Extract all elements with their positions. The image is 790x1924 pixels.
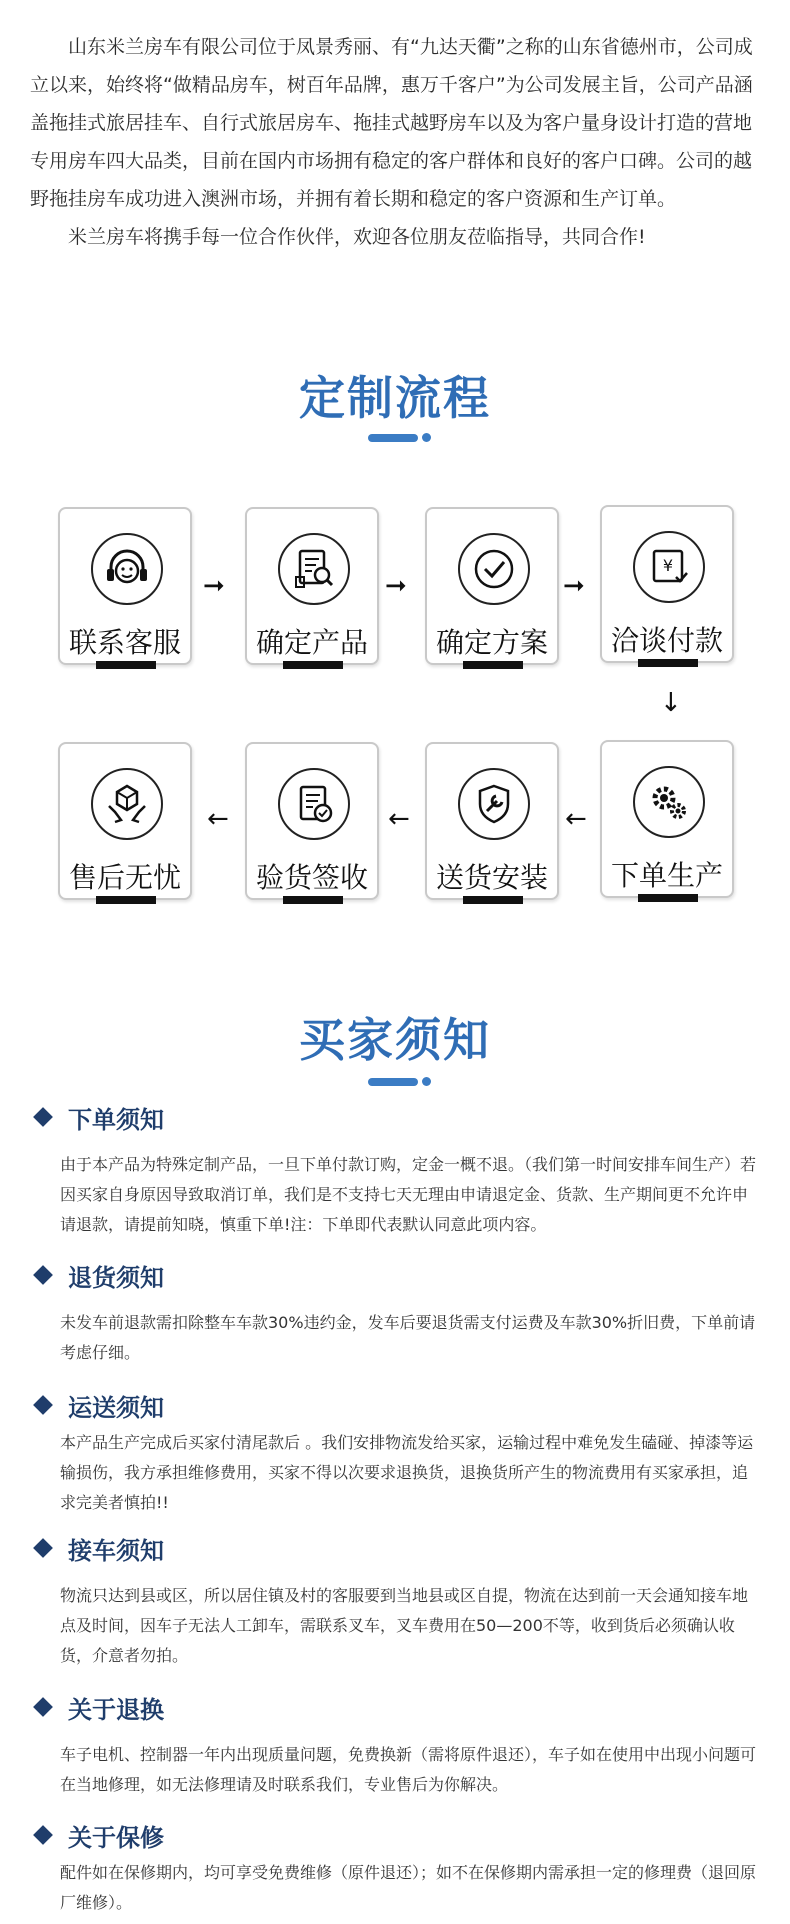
hands-box-icon — [91, 768, 163, 840]
payment-icon — [633, 531, 705, 603]
step-underline — [463, 661, 523, 669]
title-underline — [368, 434, 418, 442]
step-label: 确定产品 — [255, 626, 368, 659]
buyer-title: 买家须知 — [299, 1013, 491, 1067]
notice-title: 接车须知 — [68, 1536, 164, 1565]
process-step — [58, 507, 192, 665]
process-title: 定制流程 — [299, 371, 491, 425]
arrow-right-icon: ➞ — [203, 571, 225, 601]
arrow-right-icon: ➞ — [563, 571, 585, 601]
arrow-left-icon: ← — [207, 804, 229, 834]
step-label: 洽谈付款 — [610, 624, 723, 657]
notice-text: 未发车前退款需扣除整车车款30%违约金，发车后要退货需支付运费及车款30%折旧费，下单前请考虑仔细。 — [60, 1313, 756, 1362]
notice-shipping — [32, 1388, 762, 1518]
step-underline — [463, 896, 523, 904]
notice-text: 配件如在保修期内，均可享受免费维修（原件退还）；如不在保修期内需承担一定的修理费（退回原厂维修）。 — [60, 1863, 757, 1912]
company-intro — [30, 28, 768, 256]
process-step — [600, 505, 734, 663]
diamond-bullet-icon — [33, 1107, 53, 1127]
title-dot — [422, 1077, 431, 1086]
step-label: 验货签收 — [255, 861, 368, 894]
step-label: 确定方案 — [435, 626, 548, 659]
svg-text:¥: ¥ — [662, 556, 674, 575]
notice-title: 退货须知 — [68, 1263, 164, 1292]
step-label: 送货安装 — [435, 861, 548, 894]
shield-wrench-icon — [458, 768, 530, 840]
step-underline — [283, 896, 343, 904]
step-label: 联系客服 — [68, 626, 181, 659]
notice-text: 本产品生产完成后买家付清尾款后 。我们安排物流发给买家，运输过程中难免发生磕碰、掉漆等运输损伤，我方承担维修费用，买家不得以次要求退换货，退换货所产生的物流费用有买家承担，追求完美者慎拍!! — [60, 1433, 754, 1512]
step-underline — [638, 659, 698, 667]
process-step — [58, 742, 192, 900]
diamond-bullet-icon — [33, 1265, 53, 1285]
process-step — [600, 740, 734, 898]
notice-exchange — [32, 1690, 762, 1800]
arrow-right-icon: ➞ — [385, 571, 407, 601]
checkmark-icon — [458, 533, 530, 605]
notice-text: 物流只达到县或区，所以居住镇及村的客服要到当地县或区自提，物流在达到前一天会通知接车地点及时间，因车子无法人工卸车，需联系叉车，叉车费用在50—200不等，收到货后必须确认收货，介意者勿拍。 — [60, 1586, 749, 1665]
diamond-bullet-icon — [33, 1395, 53, 1415]
notice-title: 运送须知 — [68, 1393, 164, 1422]
intro-paragraph: 山东米兰房车有限公司位于凤景秀丽、有“九达天衢”之称的山东省德州市，公司成立以来，始终将“做精品房车，树百年品牌，惠万千客户”为公司发展主旨，公司产品涵盖拖挂式旅居挂车、自行式旅居房车、拖挂式越野房车以及为客户量身设计打造的营地专用房车四大品类，目前在国内市场拥有稳定的客户群体和良好的客户口碑。公司的越野拖挂房车成功进入澳洲市场，并拥有着长期和稳定的客户资源和生产订单。 — [30, 36, 753, 210]
arrow-left-icon: ← — [388, 804, 410, 834]
process-step — [425, 742, 559, 900]
customer-service-icon — [91, 533, 163, 605]
step-label: 下单生产 — [610, 859, 723, 892]
process-step — [425, 507, 559, 665]
diamond-bullet-icon — [33, 1825, 53, 1845]
notice-pickup — [32, 1531, 762, 1671]
clipboard-check-icon — [278, 768, 350, 840]
step-underline — [96, 661, 156, 669]
process-step — [245, 742, 379, 900]
diamond-bullet-icon — [33, 1697, 53, 1717]
intro-paragraph: 米兰房车将携手每一位合作伙伴，欢迎各位朋友莅临指导，共同合作! — [68, 226, 646, 248]
document-search-icon — [278, 533, 350, 605]
step-underline — [638, 894, 698, 902]
step-label: 售后无忧 — [68, 861, 181, 894]
arrow-left-icon: ← — [565, 804, 587, 834]
step-underline — [283, 661, 343, 669]
notice-title: 关于保修 — [68, 1823, 164, 1852]
notice-ordering — [32, 1100, 762, 1240]
diamond-bullet-icon — [33, 1538, 53, 1558]
notice-title: 关于退换 — [68, 1695, 164, 1724]
notice-warranty — [32, 1818, 762, 1918]
arrow-down-icon: ↓ — [660, 688, 682, 718]
notice-text: 车子电机、控制器一年内出现质量问题，免费换新（需将原件退还），车子如在使用中出现小问题可在当地修理，如无法修理请及时联系我们，专业售后为你解决。 — [60, 1745, 757, 1794]
process-step — [245, 507, 379, 665]
title-dot — [422, 433, 431, 442]
gears-icon — [633, 766, 705, 838]
title-underline — [368, 1078, 418, 1086]
step-underline — [96, 896, 156, 904]
notice-returns — [32, 1258, 762, 1368]
notice-title: 下单须知 — [68, 1105, 164, 1134]
notice-text: 由于本产品为特殊定制产品，一旦下单付款订购，定金一概不退。（我们第一时间安排车间生产）若因买家自身原因导致取消订单，我们是不支持七天无理由申请退定金、货款、生产期间更不允许申请退款，请提前知晓，慎重下单!注：下单即代表默认同意此项内容。 — [60, 1155, 757, 1234]
